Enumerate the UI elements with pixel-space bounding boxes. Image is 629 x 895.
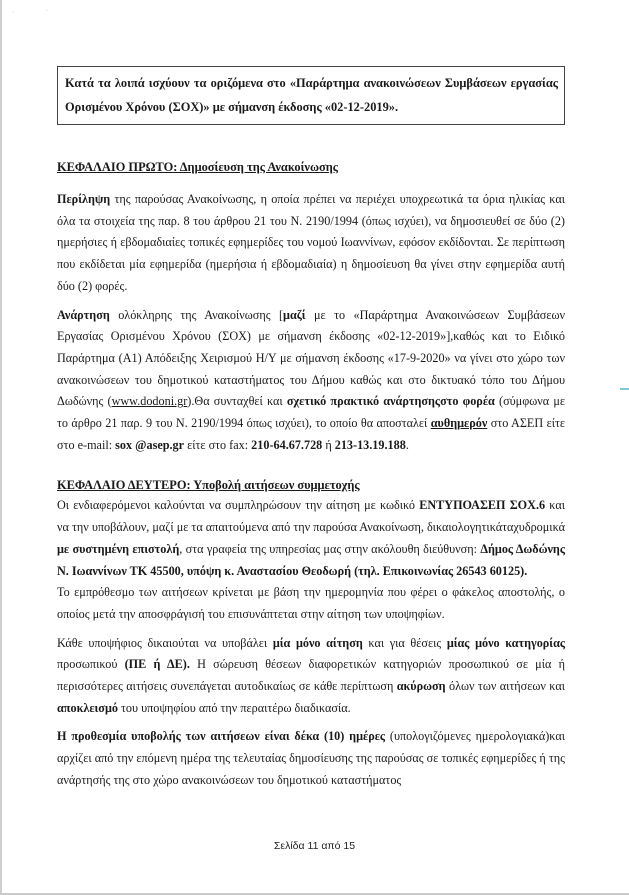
- chapter-2-paragraph-timeliness: Το εμπρόθεσμο των αιτήσεων κρίνεται με βάση την ημερομηνία που φέρει ο φάκελος αποστολής, ο οποίος μετά την αποσφράγισή του επισυνάπτεται στην αίτηση των υποψηφίων.: [57, 585, 565, 621]
- scan-edge-left: [0, 0, 2, 895]
- margin-mark: [620, 388, 629, 390]
- chapter-2-paragraph-single-application: Κάθε υποψήφιος δικαιούται να υποβάλει μία μόνο αίτηση και για θέσεις μίας μόνο κατηγορίας προσωπικού (ΠΕ ή ΔΕ). Η σώρευση θέσεων διαφορετικών κατηγοριών προσωπικού σε μία ή περισσότερες αιτήσεις συνεπάγεται αυτοδικαίως σε κάθε περίπτωση ακύρωση όλων των αιτήσεων και αποκλεισμό του υποψηφίου από την περαιτέρω διαδικασία.: [57, 635, 566, 715]
- chapter-2-paragraph-deadline: Η προθεσμία υποβολής των αιτήσεων είναι δέκα (10) ημέρες (υπολογιζόμενες ημερολογιακά)και αρχίζει από την επόμενη ημέρα της τελευταίας δημοσίευσης της παρούσας σε τοπικές εφημερίδες ή της ανάρτησής της στο χώρο ανακοινώσεων του δημοτικού καταστήματος: [57, 729, 565, 787]
- fax-number: 213-13.19.188: [334, 437, 406, 452]
- chapter-1-paragraph-summary: Περίληψη της παρούσας Ανακοίνωσης, η οποία πρέπει να περιέχει υποχρεωτικά τα όρια ηλικίας και όλα τα στοιχεία της παρ. 8 του άρθρου 21 του Ν. 2190/1994 (όπως ισχύει), να δημοσιευθεί σε δύο (2) ημερήσιες ή εβδομαδιαίες τοπικές εφημερίδες του νομού Ιωαννίνων, εφόσον εκδίδονται. Σε περίπτωση που εκδίδεται μία εφημερίδα (ημερήσια ή εβδομαδιαία) η δημοσίευση θα γίνει στην εφημερίδα αυτή δύο (2) φορές.: [57, 192, 565, 293]
- chapter-2-paragraph-submission: Οι ενδιαφερόμενοι καλούνται να συμπληρώσουν την αίτηση με κωδικό ΕΝΤΥΠΟΑΣΕΠ ΣΟΧ.6 και να την υποβάλουν, μαζί με τα απαιτούμενα από την παρούσα Ανακοίνωση, δικαιολογητικάταχυδρομικά με συστημένη επιστολή, στα γραφεία της υπηρεσίας μας στην ακόλουθη διεύθυνση: Δήμος Δωδώνης Ν. Ιωαννίνων ΤΚ 45500, υπόψη κ. Αναστασίου Θεοδωρή (τηλ. Επικοινωνίας 26543 60125).: [57, 498, 565, 578]
- chapter-1-paragraph-posting: Ανάρτηση ολόκληρης της Ανακοίνωσης [μαζί με το «Παράρτημα Ανακοινώσεων Συμβάσεων Εργασίας Ορισμένου Χρόνου (ΣΟΧ) με σήμανση έκδοσης «02-12-2019»],καθώς και το Ειδικό Παράρτημα (Α1) Απόδειξης Χειρισμού Η/Υ με σήμανση έκδοσης «17-9-2020» να γίνει στο χώρο των ανακοινώσεων του δημοτικού καταστήματος του Δήμου καθώς και στο δικτυακό τόπο του Δήμου Δωδώνης (www.dodoni.gr).Θα συνταχθεί και σχετικό πρακτικό ανάρτησηςστο φορέα (σύμφωνα με το άρθρο 21 παρ. 9 του Ν. 2190/1994 όπως ισχύει), το οποίο θα αποσταλεί αυθημερόν στο ΑΣΕΠ είτε στο e-mail: sox @asep.gr είτε στο fax: 210-64.67.728 ή 213-13.19.188.: [57, 307, 565, 452]
- notice-box: [57, 66, 565, 125]
- chapter-1-title: ΚΕΦΑΛΑΙΟ ΠΡΩΤΟ: Δημοσίευση της Ανακοίνωσης: [57, 160, 339, 174]
- chapter-2-title: ΚΕΦΑΛΑΙΟ ΔΕΥΤΕΡΟ: Υποβολή αιτήσεων συμμετοχής: [57, 478, 360, 493]
- website-link[interactable]: www.dodoni.gr: [111, 394, 188, 409]
- scan-artifact: ·: [12, 10, 14, 16]
- document-body: [57, 150, 565, 792]
- postal-address: Δήμος Δωδώνης Ν. Ιωαννίνων ΤΚ 45500, υπόψη κ. Αναστασίου Θεοδωρή (τηλ. Επικοινωνίας 26543 60125).: [57, 541, 565, 578]
- form-code: ΕΝΤΥΠΟΑΣΕΠ ΣΟΧ.6: [419, 498, 546, 513]
- page-number-footer: Σελίδα 11 από 15: [273, 840, 356, 852]
- email-address: sox @asep.gr: [115, 437, 185, 452]
- scan-artifact: ·: [46, 8, 48, 14]
- fax-number: 210-64.67.728: [251, 437, 323, 452]
- lead-term: Ανάρτηση: [57, 307, 110, 322]
- lead-term: Περίληψη: [57, 192, 111, 206]
- notice-text: Κατά τα λοιπά ισχύουν τα οριζόμενα στο «Παράρτημα ανακοινώσεων Συμβάσεων εργασίας Ορισμένου Χρόνου (ΣΟΧ)» με σήμανση έκδοσης «02-12-2019».: [65, 76, 558, 114]
